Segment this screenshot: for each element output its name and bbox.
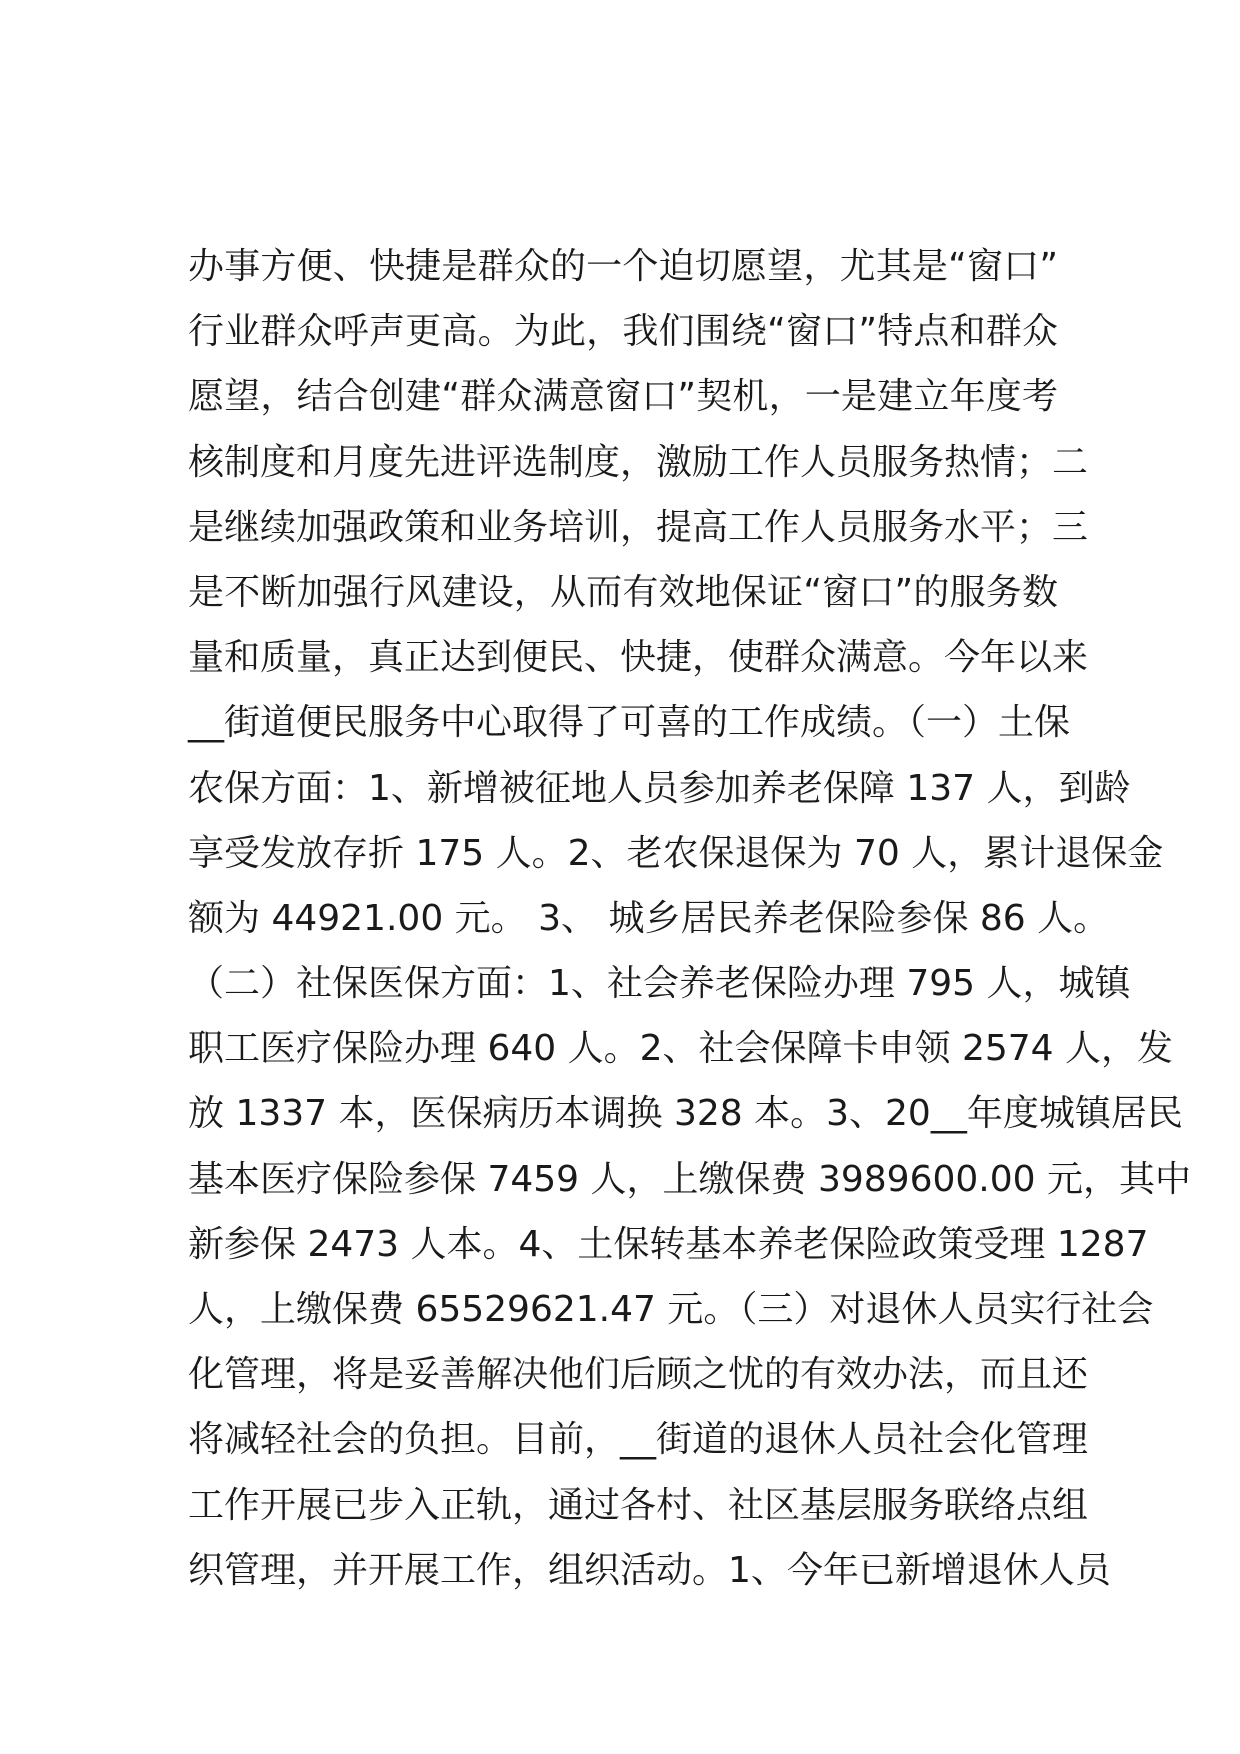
text-line: 人，上缴保费 65529621.47 元。（三）对退休人员实行社会 [188,1289,1154,1330]
text-line: 农保方面：1、新增被征地人员参加养老保障 137 人，到龄 [188,767,1131,809]
text-line: 额为 44921.00 元。 3、 城乡居民养老保险参保 86 人。 [188,897,1110,939]
body-paragraph [188,234,1191,1603]
text-line: 基本医疗保险参保 7459 人，上缴保费 3989600.00 元，其中 [188,1158,1191,1200]
text-line: 行业群众呼声更高。为此，我们围绕“窗口”特点和群众 [188,311,1058,353]
text-line: 愿望，结合创建“群众满意窗口”契机，一是建立年度考 [188,376,1058,418]
text-line: 是不断加强行风建设，从而有效地保证“窗口”的服务数 [188,571,1058,613]
text-line: 量和质量，真正达到便民、快捷，使群众满意。今年以来 [188,637,1089,679]
text-line: 办事方便、快捷是群众的一个迫切愿望，尤其是“窗口” [188,246,1058,287]
text-line: 织管理，并开展工作，组织活动。1、今年已新增退休人员 [188,1549,1111,1591]
text-line: 职工医疗保险办理 640 人。2、社会保障卡申领 2574 人，发 [188,1028,1174,1070]
text-line: 放 1337 本，医保病历本调换 328 本。3、20__年度城镇居民 [188,1093,1183,1135]
text-line: 享受发放存折 175 人。2、老农保退保为 70 人，累计退保金 [188,832,1164,874]
text-line: 是继续加强政策和业务培训，提高工作人员服务水平；三 [188,506,1089,548]
text-line: __街道便民服务中心取得了可喜的工作成绩。（一）土保 [188,702,1071,744]
text-line: 将减轻社会的负担。目前，__街道的退休人员社会化管理 [188,1419,1089,1461]
text-line: （二）社保医保方面：1、社会养老保险办理 795 人，城镇 [188,963,1131,1005]
text-line: 工作开展已步入正轨，通过各村、社区基层服务联络点组 [188,1484,1089,1526]
text-line: 化管理，将是妥善解决他们后顾之忧的有效办法，而且还 [188,1354,1089,1396]
text-line: 新参保 2473 人本。4、土保转基本养老保险政策受理 1287 [188,1223,1149,1265]
text-line: 核制度和月度先进评选制度，激励工作人员服务热情；二 [188,441,1089,483]
